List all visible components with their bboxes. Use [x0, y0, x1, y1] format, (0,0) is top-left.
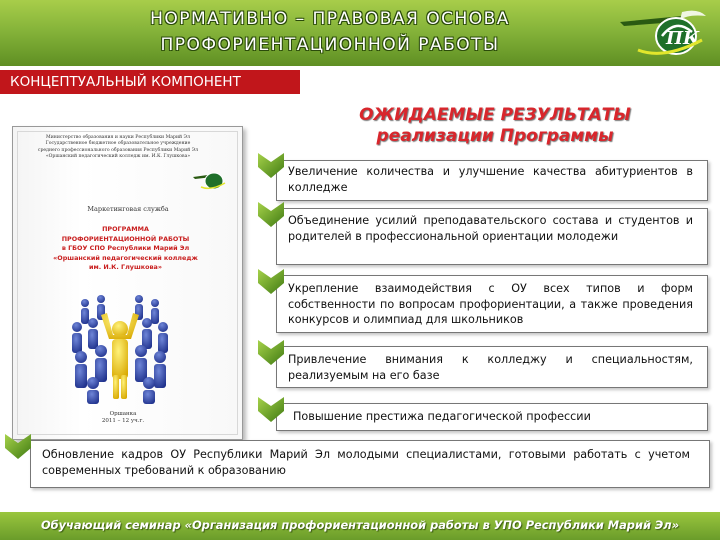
college-logo-icon	[618, 6, 710, 60]
result-item-text: Укрепление взаимодействия с ОУ всех типов и форм собственности по вопросам профориентации, а также проведения конкурсов и олимпиад для школьников	[288, 282, 693, 326]
results-title-line1: ОЖИДАЕМЫЕ РЕЗУЛЬТАТЫ	[359, 105, 631, 125]
page-title	[60, 6, 600, 58]
result-item-text: Увеличение количества и улучшение качества абитуриентов в колледже	[288, 165, 693, 194]
book-org-line: «Оршанский педагогический колледж им. И.К. Глушкова»	[45, 154, 191, 160]
header-banner	[0, 0, 720, 66]
green-chevron-icon	[257, 339, 285, 366]
book-logo-icon	[193, 169, 227, 191]
people-figures-illustration	[65, 285, 175, 405]
page-title-line1: НОРМАТИВНО – ПРАВОВАЯ ОСНОВА	[150, 9, 510, 29]
book-program-line: в ГБОУ СПО Республики Марий Эл	[61, 244, 190, 253]
book-footer-city: Оршанка	[109, 411, 137, 417]
result-item-text: Обновление кадров ОУ Республики Марий Эл молодыми специалистами, готовыми работать с учетом современных требований к образованию	[42, 448, 690, 477]
book-program-line: ПРОГРАММА	[102, 225, 149, 233]
component-label: КОНЦЕПТУАЛЬНЫЙ КОМПОНЕНТ	[0, 70, 300, 94]
green-chevron-icon	[257, 268, 285, 295]
green-chevron-icon	[257, 152, 285, 179]
book-org-line: Министерство образования и науки Республики Марий Эл	[46, 135, 190, 140]
svg-text:ПК: ПК	[666, 28, 700, 49]
book-org-line: среднего профессионального образования Республики Марий Эл	[37, 147, 199, 153]
book-footer	[73, 411, 173, 425]
footer-banner	[0, 512, 720, 540]
green-chevron-icon	[257, 396, 285, 423]
book-program-line: «Оршанский педагогический колледж	[53, 253, 198, 262]
book-program-line: им. И.К. Глушкова»	[89, 263, 162, 272]
result-item-text: Объединение усилий преподавательского состава и студентов и родителей в профессиональной ориентации молодежи	[288, 214, 693, 243]
result-item-text: Повышение престижа педагогической профессии	[293, 410, 591, 423]
green-chevron-icon	[4, 433, 32, 460]
book-org-line: Государственное бюджетное образовательное учреждение	[45, 141, 191, 147]
green-chevron-icon	[257, 201, 285, 228]
results-title	[300, 105, 690, 147]
book-footer-year: 2011 – 12 уч.г.	[101, 418, 145, 424]
result-item-text: Привлечение внимания к колледжу и специальностям, реализуемым на его базе	[288, 353, 693, 382]
book-org-text	[33, 135, 203, 161]
book-program-line: ПРОФОРИЕНТАЦИОННОЙ РАБОТЫ	[61, 234, 190, 243]
book-service: Маркетинговая служба	[87, 205, 169, 213]
footer-text: Обучающий семинар «Организация профориентационной работы в УПО Республики Марий Эл»	[40, 518, 679, 532]
book-program-title	[23, 225, 228, 273]
page-title-line2: ПРОФОРИЕНТАЦИОННОЙ РАБОТЫ	[160, 35, 500, 55]
results-title-line2: реализации Программы	[376, 126, 614, 146]
program-book-cover	[12, 126, 243, 440]
